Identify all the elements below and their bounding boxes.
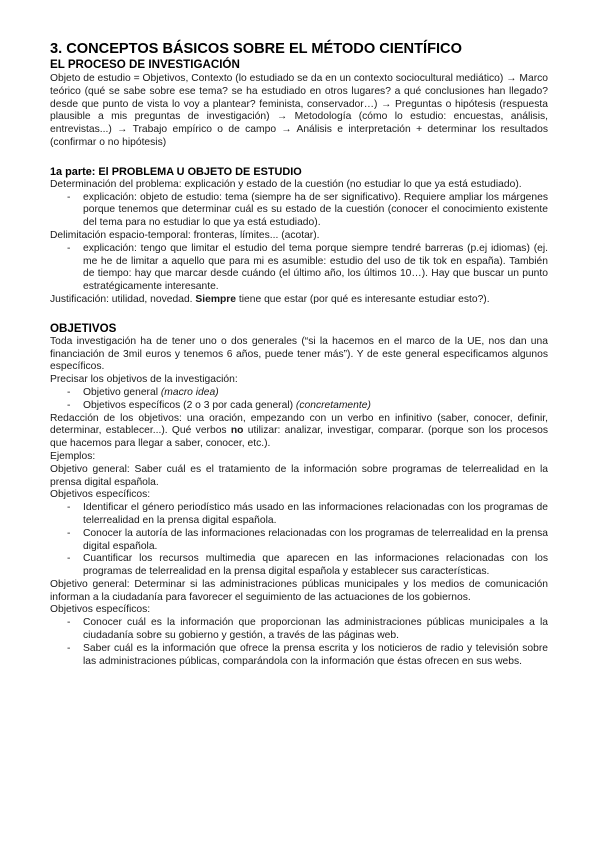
objetivo-general-1: Objetivo general: Saber cuál es el tratamiento de la información sobre programas de telerrealidad en la prensa digital española. bbox=[50, 463, 548, 488]
objetivos-especificos-label-1: Objetivos específicos: bbox=[50, 489, 151, 501]
determinacion-list bbox=[50, 192, 548, 230]
delimitacion-paragraph: Delimitación espacio-temporal: fronteras, límites... (acotar). bbox=[50, 229, 320, 241]
list-item: - Conocer la autoría de las informaciones relacionadas con los programas de telerrealidad en la prensa digital española. bbox=[67, 527, 548, 552]
determinacion-paragraph: Determinación del problema: explicación y estado de la cuestión (no estudiar lo que ya está estudiado). bbox=[50, 178, 522, 190]
list-item: - Identificar el género periodístico más usado en las informaciones relacionadas con los programas de telerrealidad en la prensa digital española. bbox=[67, 502, 548, 526]
objetivos-especificos-label-2: Objetivos específicos: bbox=[50, 604, 151, 616]
list-item: - explicación: tengo que limitar el estudio del tema porque siempre tendré barreras (p.ej idiomas) (ej. me he de limitar a aquello que para mi es asumible: estudio del uso de tik tok en españa). También de tiempo: hay que marcar desde cuándo (el último año, los últimos 10…). Hay que buscar un punto estratégicamente interesante. bbox=[67, 242, 548, 293]
objetivos-types-list bbox=[50, 387, 548, 413]
list-item: - Conocer cuál es la información que proporcionan las administraciones públicas municipales a la ciudadanía sobre su gobierno y gestión, a través de las páginas web. bbox=[67, 617, 548, 642]
list-item: - Saber cuál es la información que ofrece la prensa escrita y los noticieros de radio y televisión sobre las administraciones públicas, comparándola con la información que éstas ofrecen en sus webs. bbox=[67, 642, 548, 667]
list-item: - Objetivo general (macro idea) bbox=[67, 386, 219, 398]
precisar-paragraph: Precisar los objetivos de la investigación: bbox=[50, 374, 238, 386]
intro-paragraph: Objeto de estudio = Objetivos, Contexto (lo estudiado se da en un contexto sociocultural mediático) → Marco teórico (qué se sabe sobre ese tema? se ha estudiado en otros lugares? a qué conclusiones han llegado? desde que punto de vista lo voy a plantear? feminista, conservador…) → Preguntas o hipótesis (respuesta plausible a mis preguntas de investigación) → Metodología (cómo lo estudio: encuestas, análisis, entrevistas...) → Trabajo empírico o de campo → Análisis e interpretación + determinar los resultados (confirmar o no hipótesis) bbox=[50, 73, 548, 148]
redaccion-paragraph: Redacción de los objetivos: una oración, empezando con un verbo en infinitivo (saber, conocer, definir, determinar, establecer...). Qué verbos no utilizar: analizar, investigar, comparar. (porque son los procesos que hacemos para llegar a saber, conocer, etc.). bbox=[50, 412, 548, 450]
page-title: 3. CONCEPTOS BÁSICOS SOBRE EL MÉTODO CIENTÍFICO bbox=[50, 41, 462, 57]
section-subtitle: EL PROCESO DE INVESTIGACIÓN bbox=[50, 58, 240, 71]
objetivos-paragraph: Toda investigación ha de tener uno o dos generales (“si la hacemos en el marco de la UE, nos dan una financiación de 3mil euros y tenemos 6 años, puede tener más”). Y de este general especificamos algunos específicos. bbox=[50, 335, 548, 373]
objetivos-especificos-list-1 bbox=[50, 502, 548, 579]
part1-heading: 1a parte: El PROBLEMA U OBJETO DE ESTUDIO bbox=[50, 165, 302, 178]
justificacion-paragraph: Justificación: utilidad, novedad. Siempre tiene que estar (por qué es interesante estudiar esto?). bbox=[50, 293, 490, 305]
objetivo-general-2: Objetivo general: Determinar si las administraciones públicas municipales y los medios de comunicación informan a la ciudadanía para favorecer el seguimiento de las actuaciones de los gobiernos. bbox=[50, 578, 548, 603]
objetivos-heading: OBJETIVOS bbox=[50, 321, 117, 335]
ejemplos-label: Ejemplos: bbox=[50, 450, 96, 462]
list-item: - Objetivos específicos (2 o 3 por cada general) (concretamente) bbox=[67, 399, 371, 411]
objetivos-especificos-list-2 bbox=[50, 617, 548, 668]
delimitacion-list bbox=[50, 243, 548, 294]
list-item: - Cuantificar los recursos multimedia que aparecen en las informaciones relacionadas con los programas de telerrealidad en la prensa digital española y establecer sus características. bbox=[67, 553, 548, 578]
list-item: - explicación: objeto de estudio: tema (siempre ha de ser significativo). Requiere ampliar los márgenes porque tenemos que determinar cuál es su estado de la cuestión (conocer el conocimiento existente del tema para no estudiar lo que ya está estudiado). bbox=[67, 191, 548, 229]
